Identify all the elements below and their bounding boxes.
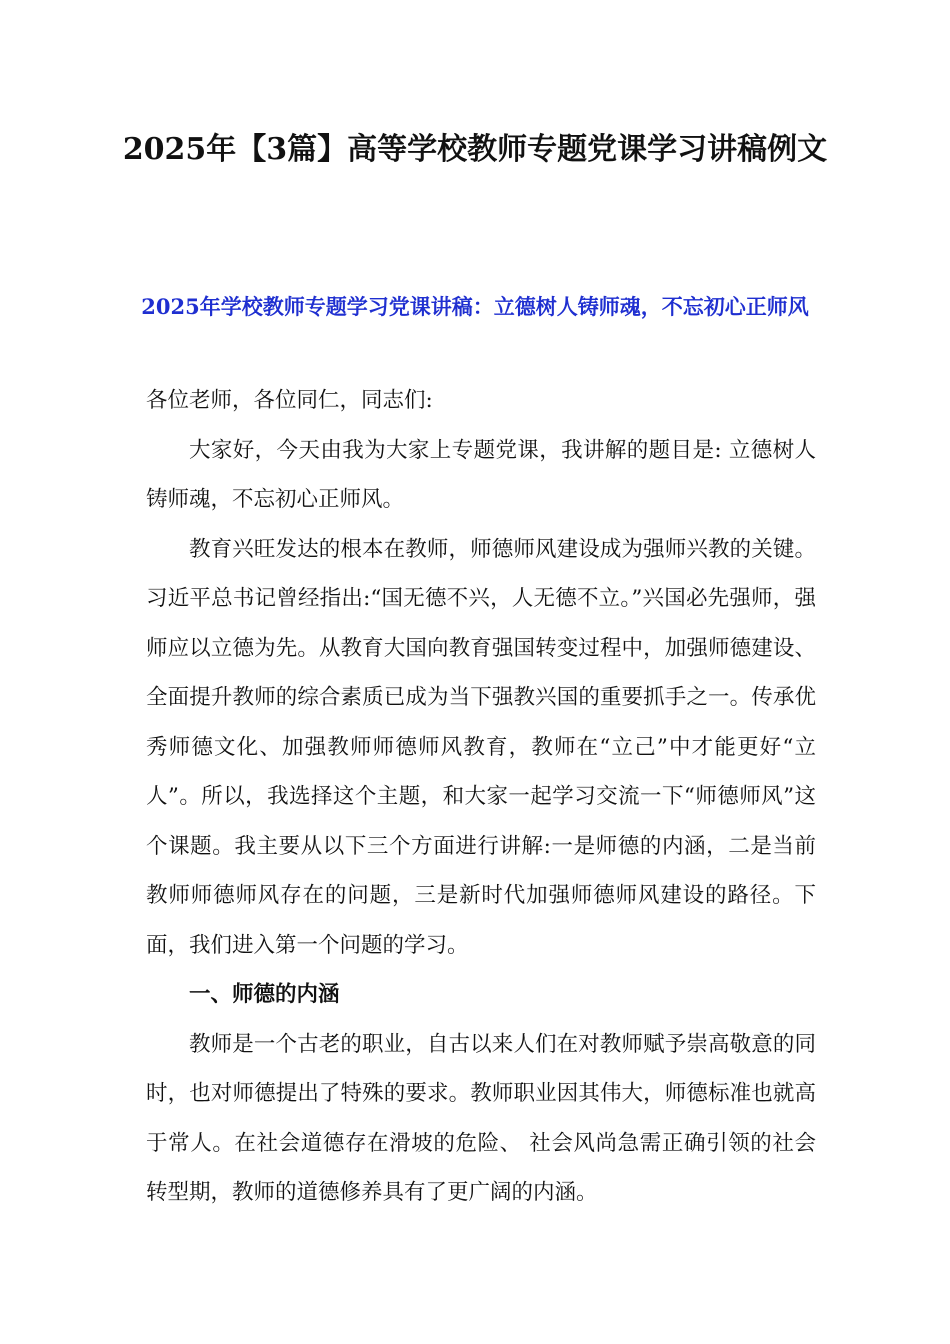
section-heading: 一、师德的内涵 [189,982,340,1007]
paragraph-main: 教育兴旺发达的根本在教师，师德师风建设成为强师兴教的关键。习近平总书记曾经指出:“国无德不兴，人无德不立。”兴国必先强师，强师应以立德为先。从教育大国向教育强国转变过程中，加强师德建设、全面提升教师的综合素质已成为当下强教兴国的重要抓手之一。传承优秀师德文化、加强教师师德师风教育，教师在“立己”中才能更好“立人”。所以，我选择这个主题，和大家一起学习交流一下“师德师风”这个课题。我主要从以下三个方面进行讲解:一是师德的内涵，二是当前教师师德师风存在的问题，三是新时代加强师德师风建设的路径。下面，我们进入第一个问题的学习。 [146,536,816,958]
greeting: 各位老师，各位同仁，同志们: [146,388,433,413]
section-paragraph: 教师是一个古老的职业，自古以来人们在对教师赋予崇高敬意的同时，也对师德提出了特殊的要求。教师职业因其伟大，师德标准也就高于常人。在社会道德存在滑坡的危险、 社会风尚急需正确引领的社会转型期，教师的道德修养具有了更广阔的内涵。 [146,1031,816,1205]
document-title: 2025年【3篇】高等学校教师专题党课学习讲稿例文 [122,132,828,167]
document-body [146,376,816,1218]
paragraph-intro: 大家好，今天由我为大家上专题党课，我讲解的题目是: 立德树人铸师魂，不忘初心正师风。 [146,437,816,512]
article-title: 2025年学校教师专题学习党课讲稿：立德树人铸师魂，不忘初心正师风 [141,294,809,319]
